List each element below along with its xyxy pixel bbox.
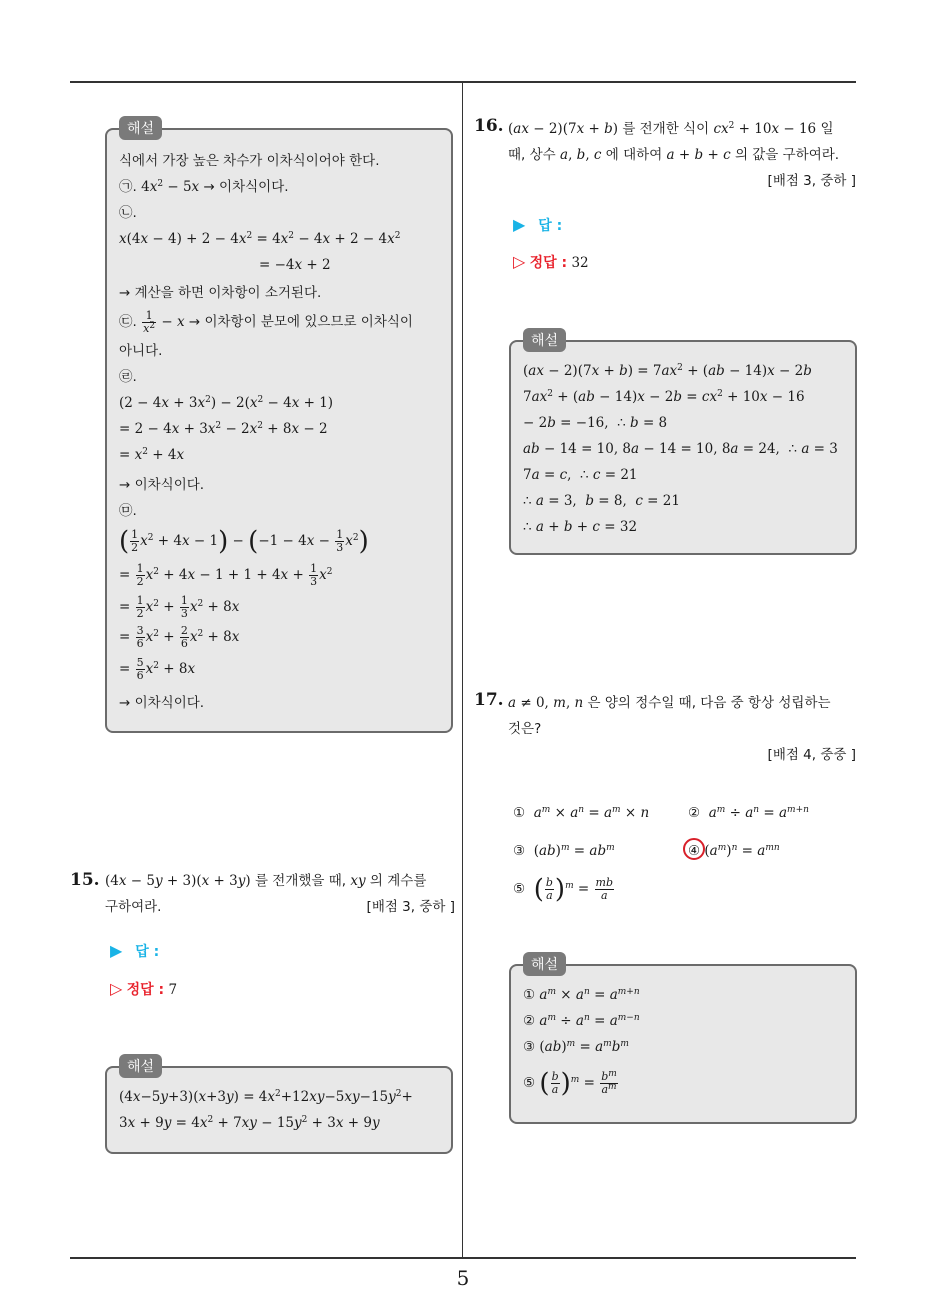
solution-line: ㉡. [119,205,137,221]
page-number: 5 [456,1266,470,1290]
solution-math: = $\frac{1}{2}$ $x^2 + 4x - 1 + 1 + 4x$ + $\frac{1}{3}$ $x^2$ [119,562,333,588]
question-16-number: 16. [474,116,504,136]
solution-math: $x(4x - 4) + 2 - 4x^2 = 4x^2 - 4x + 2 - 4x^2$ [119,231,401,247]
choice-3[interactable]: ③ $(ab)^m = ab^m$ [513,843,615,859]
answer-arrow-icon: ▶ [513,215,526,234]
solution-line: ㉠. $4x^2 - 5x$ → 이차식이다. [119,179,289,195]
solution-math: = $2 - 4x + 3x^2 - 2x^2 + 8x - 2$ [119,421,328,437]
solution-math: = −4x + 2 [259,257,331,273]
solution-math: ② $a^m \div a^n = a^{m-n}$ [523,1013,640,1029]
solution-math: ∴ a + b + c = 32 [523,519,638,535]
solution-math: $(4x-5y+3)(x+3y) = 4x^2+12xy-5xy-15y^2+$ [119,1089,413,1105]
choice-4[interactable]: ④ $(a^m)^n = a^{mn}$ [688,843,780,859]
solution-math: ① $a^m \times a^n = a^{m+n}$ [523,987,640,1003]
solution-line: → 계산을 하면 이차항이 소거된다. [119,285,322,301]
solution-tag: 해설 [119,116,162,140]
answer-label: 답 : [538,218,563,234]
solution-line: 아니다. [119,343,163,359]
question-15-score: [배점 3, 중하 ] [366,899,455,915]
solution-math: ab − 14 = 10, 8a − 14 = 10, 8a = 24, ∴ a = 3 [523,441,838,457]
solution-math: ⑤ ( $\frac{b}{a}$ )$^m$ = $\frac{b^m}{a^m}$ [523,1068,617,1099]
choice-number: ④ [688,843,701,859]
solution-math: $(ax - 2)(7x + b) = 7ax^2 + (ab - 14)x - 2b$ [523,363,812,379]
question-17-solution-box [509,957,857,1124]
solution-math: $3x + 9y = 4x^2 + 7xy - 15y^2 + 3x + 9y$ [119,1115,380,1131]
correct-value: 7 [168,982,178,998]
choice-number: ② [688,805,701,821]
question-16-solution-box [509,333,857,555]
question-17-text: a ≠ 0, m, n 은 양의 정수일 때, 다음 중 항상 성립하는 [508,695,831,711]
solution-math: 7a = c, ∴ c = 21 [523,467,638,483]
solution-line: 식에서 가장 높은 차수가 이차식이어야 한다. [119,153,380,169]
solution-tag: 해설 [119,1054,162,1078]
choice-number: ③ [513,843,526,859]
question-15-number: 15. [70,870,100,890]
solution-line: ㉤. [119,503,137,519]
question-17-text-line2: 것은? [508,721,542,737]
answer-arrow-icon: ▶ [110,941,123,960]
question-15-text: (4x − 5y + 3)(x + 3y) 를 전개했을 때, xy 의 계수를 [105,873,427,889]
choice-1[interactable]: ① $a^m \times a^n = a^m \times n$ [513,805,650,821]
column-divider [462,83,463,1257]
correct-label: 정답 : [529,255,568,271]
solution-math: = $\frac{5}{6}$ $x^2 + 8x$ [119,656,196,682]
solution-math: ∴ a = 3, b = 8, c = 21 [523,493,680,509]
left-solution-box [105,121,453,733]
solution-tag: 해설 [523,328,566,352]
question-15-answer-row[interactable] [110,938,159,965]
choice-2[interactable]: ② $a^m \div a^n = a^{m+n}$ [688,805,809,821]
question-15-correct-row [110,976,177,1003]
solution-line: ㉢. $\frac{1}{x^2}$ − x → 이차항이 분모에 있으므로 이차식이 [119,309,413,335]
solution-math: ③ $(ab)^m = a^mb^m$ [523,1039,629,1055]
correct-arrow-icon: ▷ [110,979,123,998]
correct-label: 정답 : [126,982,165,998]
question-17-number: 17. [474,690,504,710]
question-16-text: (ax − 2)(7x + b) 를 전개한 식이 $cx^2 + 10x - 16$ 일 [508,121,834,137]
correct-value: 32 [571,255,589,271]
solution-math: ( $\frac{1}{2}$ $x^2 + 4x - 1) - (-1 - 4x$ − $\frac{1}{3}$ $x^2$) [119,526,369,557]
question-15-text-line2: 구하여라. [105,899,162,915]
solution-line: ㉣. [119,369,137,385]
solution-math: $(2 - 4x + 3x^2) - 2(x^2 - 4x + 1)$ [119,395,334,411]
solution-line: → 이차식이다. [119,477,205,493]
question-16-text-line2: 때, 상수 a, b, c 에 대하여 a + b + c 의 값을 구하여라. [508,147,840,163]
solution-math: = $\frac{3}{6}$ $x^2$ + $\frac{2}{6}$ $x^2 + 8x$ [119,624,240,650]
choice-5[interactable]: ⑤ ( $\frac{b}{a}$ )$^m$ = $\frac{mb}{a}$ [513,874,613,905]
question-17-score: [배점 4, 중중 ] [767,747,856,763]
bottom-rule [70,1257,856,1259]
question-16-correct-row [513,249,589,276]
choice-number: ① [513,805,526,821]
answer-label: 답 : [135,944,160,960]
top-rule [70,81,856,83]
solution-math: $7ax^2 + (ab - 14)x - 2b = cx^2 + 10x - 16$ [523,389,805,405]
correct-arrow-icon: ▷ [513,252,526,271]
solution-tag: 해설 [523,952,566,976]
question-16-score: [배점 3, 중하 ] [767,173,856,189]
solution-math: − 2b = −16, ∴ b = 8 [523,415,668,431]
solution-line: → 이차식이다. [119,695,205,711]
solution-math: = $\frac{1}{2}$ $x^2$ + $\frac{1}{3}$ $x^2 + 8x$ [119,594,240,620]
choice-number: ⑤ [513,881,526,897]
question-16-answer-row[interactable] [513,212,562,239]
question-15-solution-box [105,1059,453,1154]
solution-math: = $x^2 + 4x$ [119,447,185,463]
